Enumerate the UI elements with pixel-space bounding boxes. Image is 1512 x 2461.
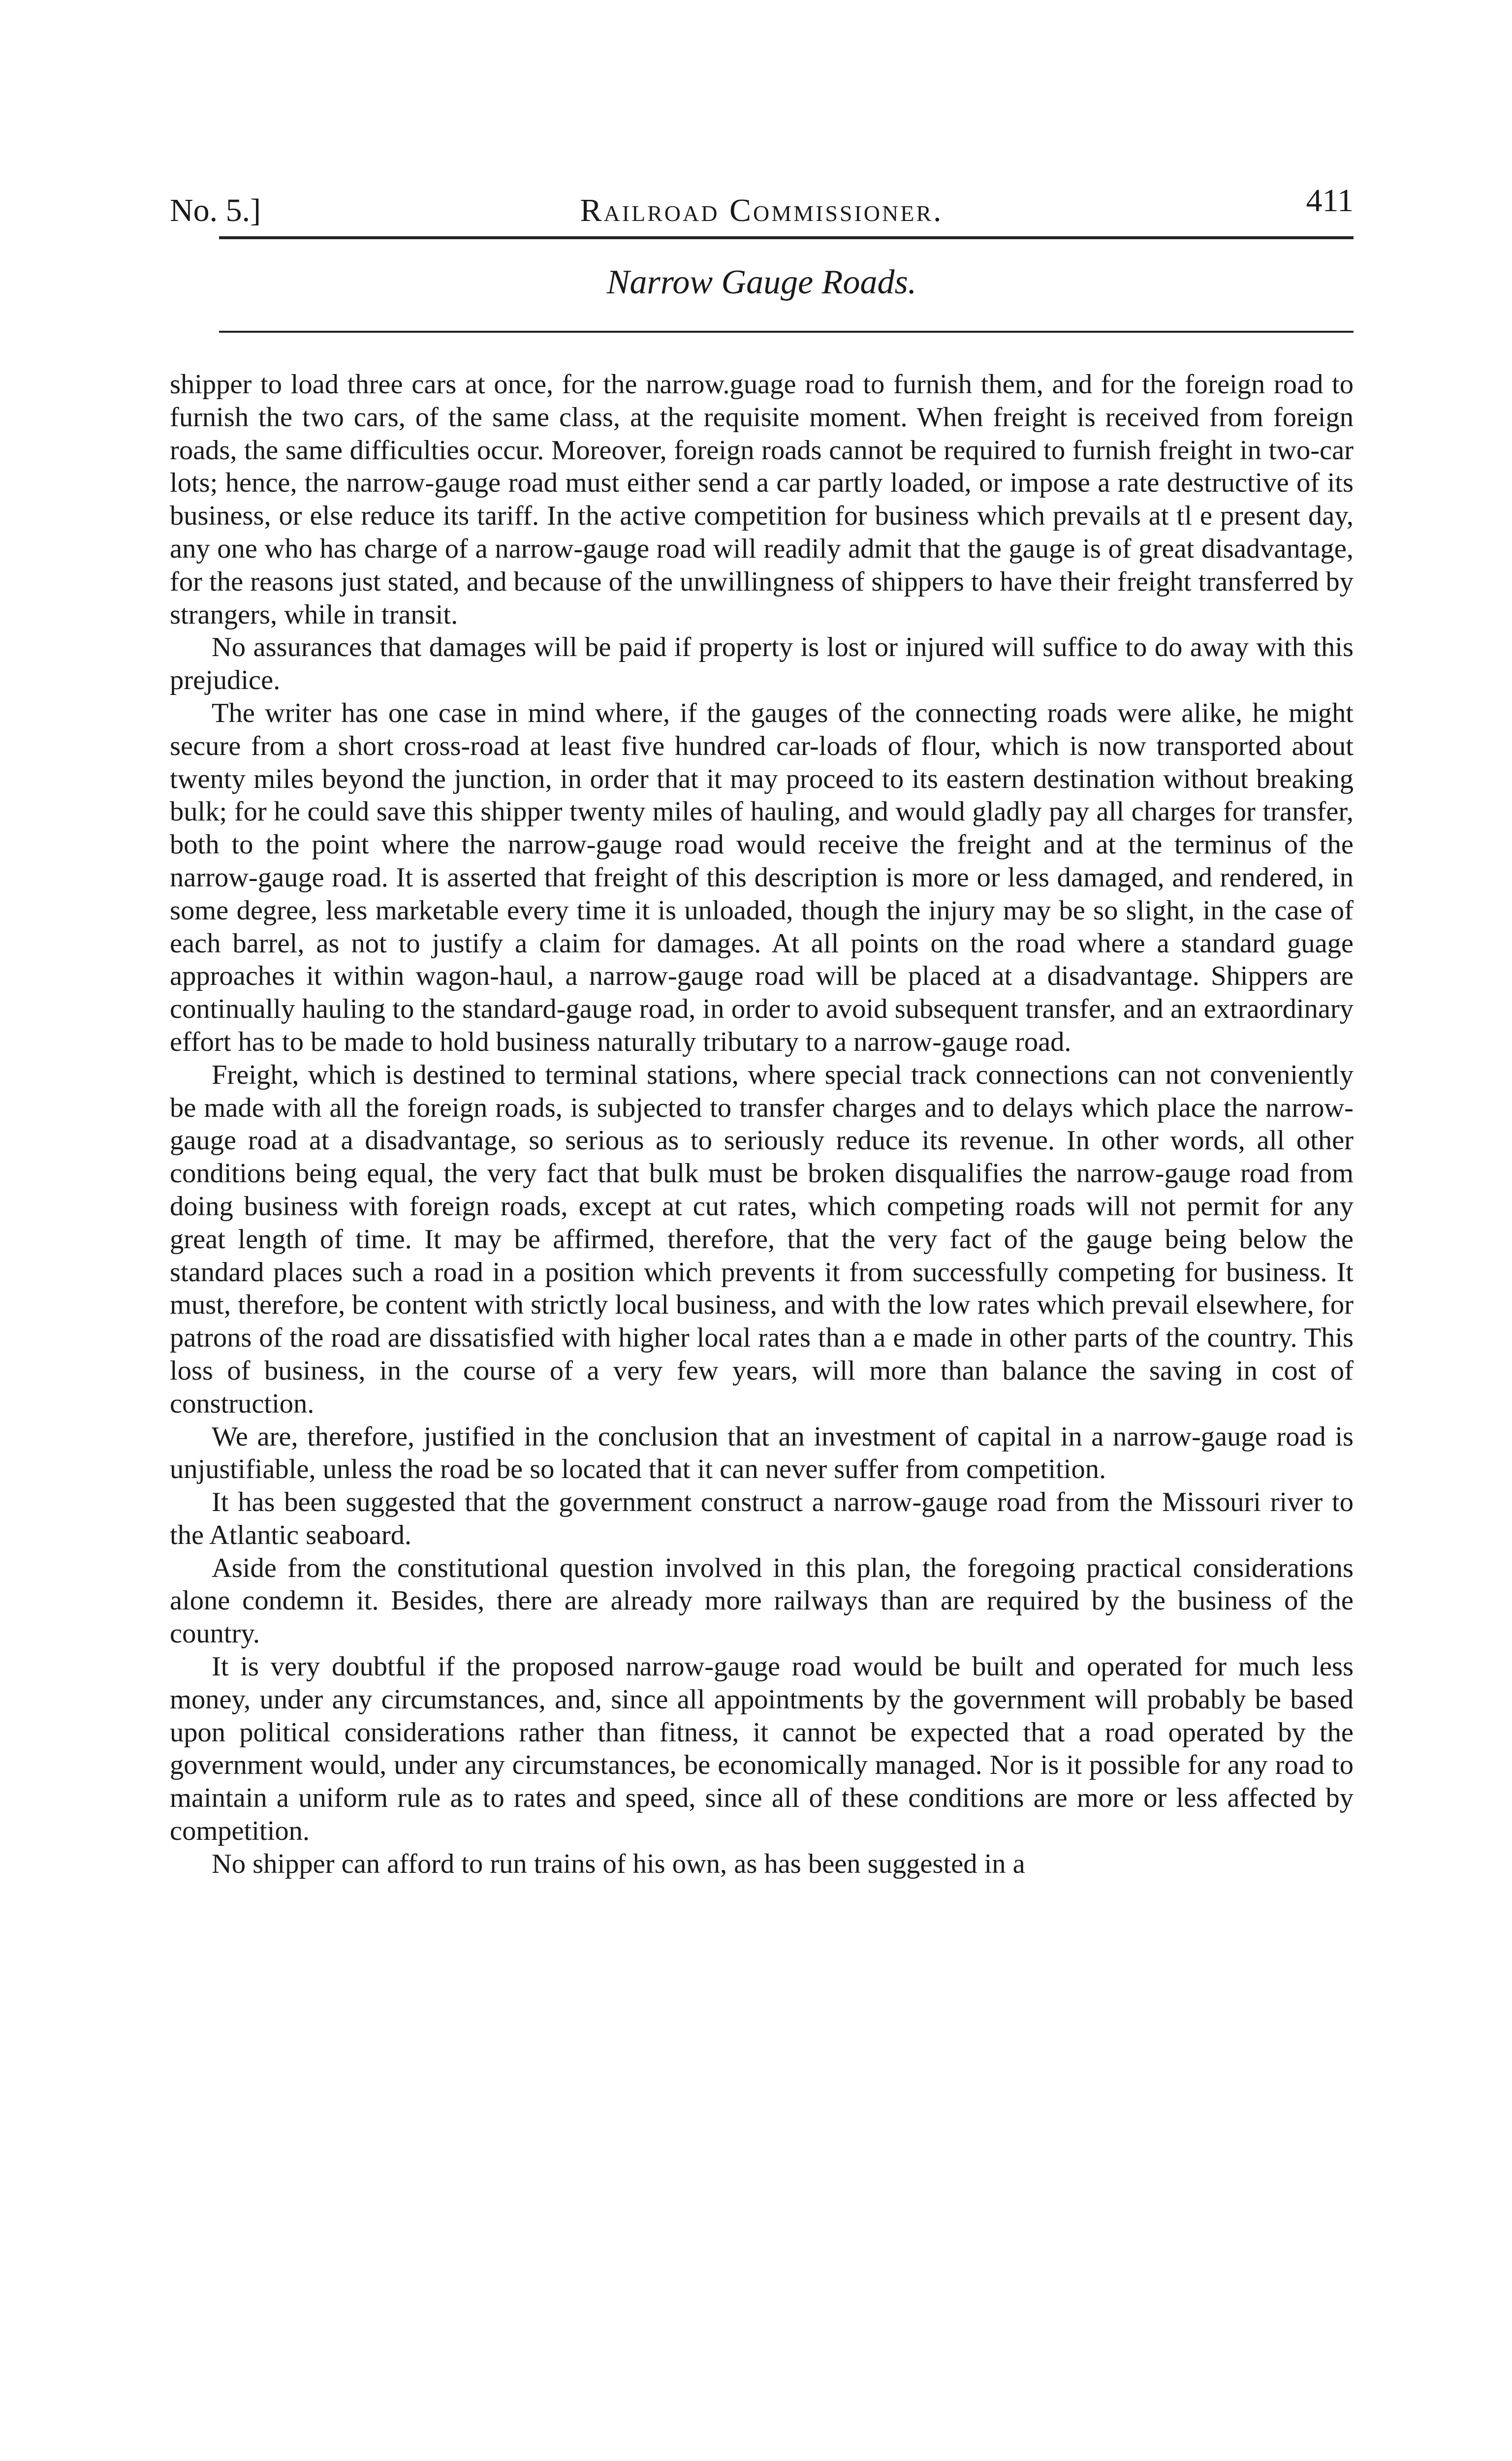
paragraph: We are, therefore, justified in the conclusion that an investment of capital in a narrow-gauge road is unjustifiable, unless the road be so located that it can never suffer from competition. (170, 1421, 1354, 1485)
paragraph: shipper to load three cars at once, for the narrow.guage road to furnish them, and for the foreign road to furnish the two cars, of the same class, at the requisite moment. When freight is received from foreign roads, the same difficulties occur. Moreover, foreign roads cannot be required to furnish freight in two-car lots; hence, the narrow-gauge road must either send a car partly loaded, or impose a rate destructive of its business, or else reduce its tariff. In the active competition for business which prevails at tl e present day, any one who has charge of a narrow-gauge road will readily admit that the gauge is of great disadvantage, for the reasons just stated, and because of the unwillingness of shippers to have their freight transferred by strangers, while in transit. (170, 369, 1354, 630)
running-header (170, 177, 1354, 236)
header-rule (219, 236, 1354, 239)
publication-title: Railroad Commissioner. (580, 192, 944, 228)
paragraph: No shipper can afford to run trains of his own, as has been suggested in a (212, 1848, 1025, 1879)
paragraph: Aside from the constitutional question involved in this plan, the foregoing practical considerations alone condemn it. Besides, there are already more railways than are required by the business of the country. (170, 1552, 1354, 1649)
body-text (170, 368, 1354, 1881)
issue-number: No. 5.] (170, 192, 261, 228)
page-number: 411 (1306, 183, 1354, 219)
document-page (170, 177, 1354, 2422)
section-title: Narrow Gauge Roads. (606, 263, 917, 301)
section-rule (219, 331, 1354, 333)
paragraph: It is very doubtful if the proposed narrow-gauge road would be built and operated for much less money, under any circumstances, and, since all appointments by the government will probably be based upon political considerations rather than fitness, it cannot be expected that a road operated by the government would, under any circumstances, be economically managed. Nor is it possible for any road to maintain a uniform rule as to rates and speed, since all of these conditions are more or less affected by competition. (170, 1651, 1354, 1847)
paragraph: No assurances that damages will be paid if property is lost or injured will suffice to do away with this prejudice. (170, 632, 1354, 696)
paragraph: It has been suggested that the government construct a narrow-gauge road from the Missouri river to the Atlantic seaboard. (170, 1487, 1354, 1550)
paragraph: Freight, which is destined to terminal stations, where special track connections can not conveniently be made with all the foreign roads, is subjected to transfer charges and to delays which place the narrow-gauge road at a disadvantage, so serious as to seriously reduce its revenue. In other words, all other conditions being equal, the very fact that bulk must be broken disqualifies the narrow-gauge road from doing business with foreign roads, except at cut rates, which competing roads will not permit for any great length of time. It may be affirmed, therefore, that the very fact of the gauge being below the standard places such a road in a position which prevents it from successfully competing for business. It must, therefore, be content with strictly local business, and with the low rates which prevail elsewhere, for patrons of the road are dissatisfied with higher local rates than a e made in other parts of the country. This loss of business, in the course of a very few years, will more than balance the saving in cost of construction. (170, 1059, 1354, 1419)
paragraph: The writer has one case in mind where, if the gauges of the connecting roads were alike, he might secure from a short cross-road at least five hundred car-loads of flour, which is now transported about twenty miles beyond the junction, in order that it may proceed to its eastern destination without breaking bulk; for he could save this shipper twenty miles of hauling, and would gladly pay all charges for transfer, both to the point where the narrow-gauge road would receive the freight and at the terminus of the narrow-gauge road. It is asserted that freight of this description is more or less damaged, and rendered, in some degree, less marketable every time it is unloaded, though the injury may be so slight, in the case of each barrel, as not to justify a claim for damages. At all points on the road where a standard guage approaches it within wagon-haul, a narrow-gauge road will be placed at a disadvantage. Shippers are continually hauling to the standard-gauge road, in order to avoid subsequent transfer, and an extraordinary effort has to be made to hold business naturally tributary to a narrow-gauge road. (170, 697, 1354, 1057)
